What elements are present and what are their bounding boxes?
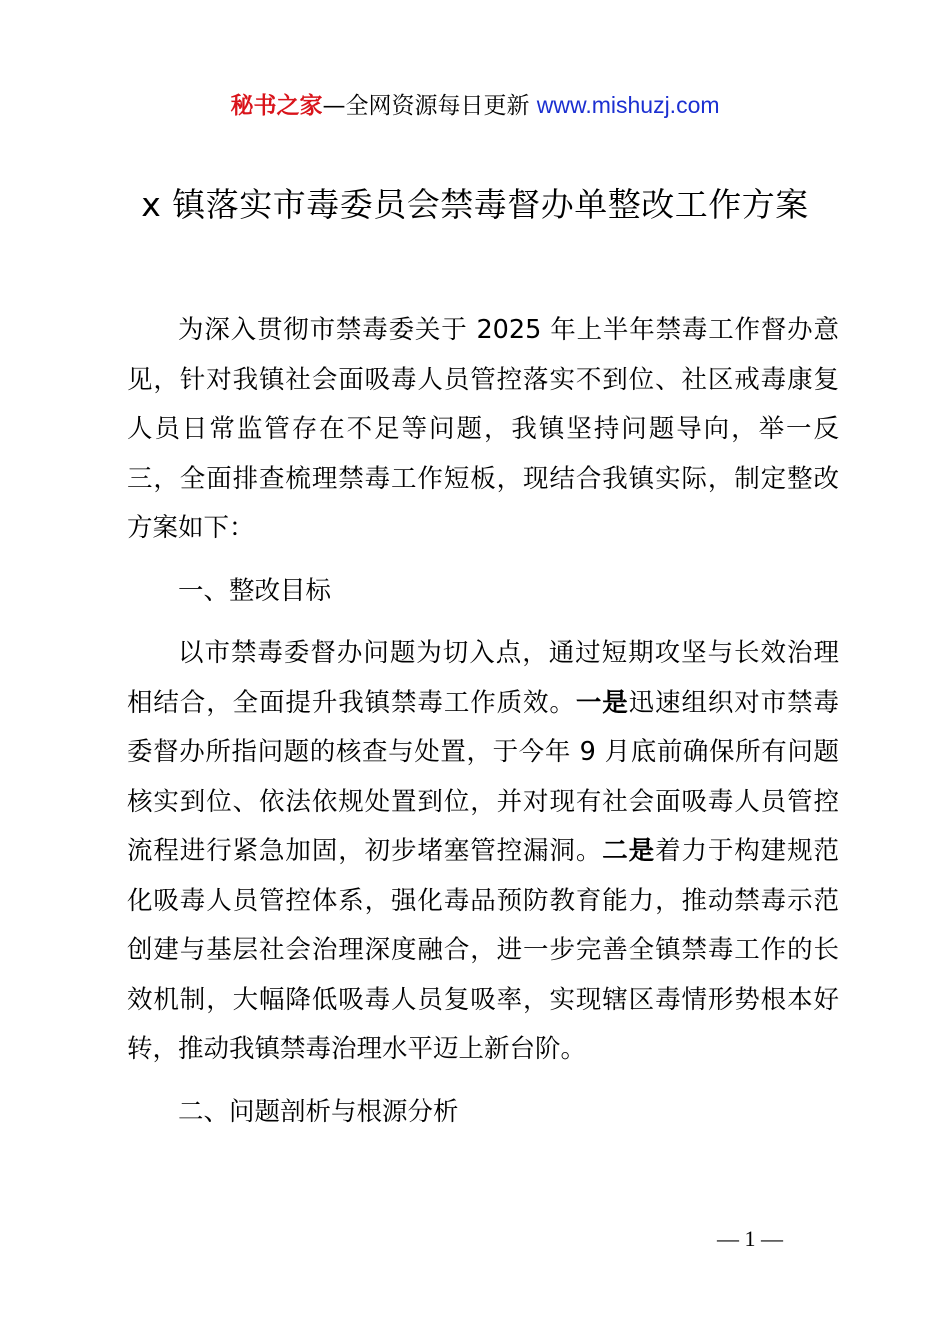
site-header: [0, 88, 950, 123]
section-heading-1: 一、整改目标: [178, 575, 332, 606]
paragraph-text: 迅速组织对市禁毒委督办所指问题的核查与处置，于今年 9 月底前确保所有问题核实到位、依法依规处置到位，并对现有社会面吸毒人员管控流程进行紧急加固，初步堵塞管控漏洞。: [127, 687, 839, 866]
document-title: x 镇落实市毒委员会禁毒督办单整改工作方案: [141, 185, 809, 224]
site-url-link[interactable]: www.mishuzj.com: [536, 92, 720, 118]
page-number: — 1 —: [717, 1226, 783, 1251]
bold-lead-1: 一是: [575, 687, 629, 718]
intro-paragraph: 为深入贯彻市禁毒委关于 2025 年上半年禁毒工作督办意见，针对我镇社会面吸毒人员管控落实不到位、社区戒毒康复人员日常监管存在不足等问题，我镇坚持问题导向，举一反三，全面排查梳理禁毒工作短板，现结合我镇实际，制定整改方案如下：: [127, 315, 839, 543]
header-slogan: —全网资源每日更新: [322, 93, 537, 119]
paragraph-text: 以市禁毒委督办问题为切入点，通过短期攻坚与长效治理相结合，全面提升我镇禁毒工作质效。: [127, 638, 839, 718]
section-paragraph-1: [127, 629, 839, 1075]
brand-name: 秘书之家: [230, 93, 323, 119]
document-body: [127, 306, 839, 1150]
paragraph-text: 着力于构建规范化吸毒人员管控体系，强化毒品预防教育能力，推动禁毒示范创建与基层社会治理深度融合，进一步完善全镇禁毒工作的长效机制，大幅降低吸毒人员复吸率，实现辖区毒情形势根本好转，推动我镇禁毒治理水平迈上新台阶。: [127, 836, 839, 1064]
bold-lead-2: 二是: [602, 836, 656, 866]
section-heading-2: 二、问题剖析与根源分析: [178, 1096, 459, 1127]
